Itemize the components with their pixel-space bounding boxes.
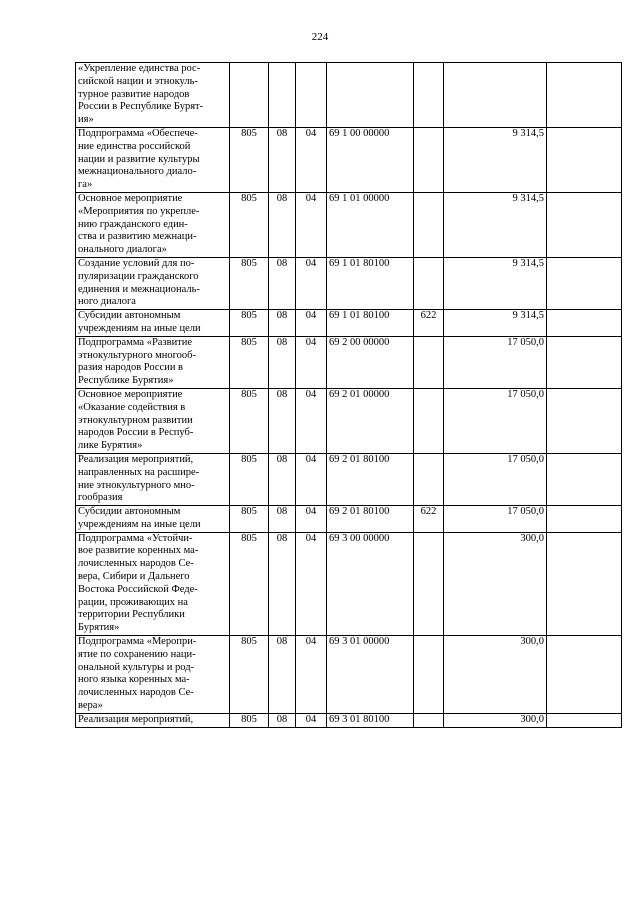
subsection-cell: 04 — [296, 532, 327, 635]
table-row — [76, 506, 622, 533]
subsection-cell: 04 — [296, 636, 327, 714]
amount-cell — [444, 63, 547, 128]
expense-type-cell: 622 — [414, 506, 444, 533]
section-cell: 08 — [269, 713, 296, 727]
target-article-cell: 69 1 01 80100 — [327, 310, 414, 337]
extra-cell — [547, 506, 622, 533]
row-name-cell: Основное мероприятие «Мероприятия по укрепле- нию гражданского един- ства и развитию межнаци- онального диалога» — [76, 192, 230, 257]
subsection-cell: 04 — [296, 388, 327, 453]
target-article-cell: 69 2 00 00000 — [327, 336, 414, 388]
expense-type-cell — [414, 63, 444, 128]
extra-cell — [547, 713, 622, 727]
row-name-cell: «Укрепление единства рос- сийской нации и этнокуль- турное развитие народов России в Республике Бурят- ия» — [76, 63, 230, 128]
expense-type-cell — [414, 388, 444, 453]
grbs-cell: 805 — [230, 388, 269, 453]
target-article-cell: 69 3 00 00000 — [327, 532, 414, 635]
subsection-cell — [296, 63, 327, 128]
target-article-cell: 69 1 00 00000 — [327, 127, 414, 192]
table-row — [76, 63, 622, 128]
amount-cell: 17 050,0 — [444, 453, 547, 505]
table-row — [76, 336, 622, 388]
amount-cell: 9 314,5 — [444, 257, 547, 309]
row-name-cell: Субсидии автономным учреждениям на иные цели — [76, 310, 230, 337]
expense-type-cell — [414, 532, 444, 635]
row-name-cell: Реализация мероприятий, — [76, 713, 230, 727]
amount-cell: 17 050,0 — [444, 506, 547, 533]
expense-type-cell — [414, 127, 444, 192]
section-cell: 08 — [269, 532, 296, 635]
grbs-cell: 805 — [230, 506, 269, 533]
grbs-cell: 805 — [230, 453, 269, 505]
section-cell: 08 — [269, 506, 296, 533]
grbs-cell: 805 — [230, 127, 269, 192]
extra-cell — [547, 63, 622, 128]
section-cell: 08 — [269, 310, 296, 337]
subsection-cell: 04 — [296, 713, 327, 727]
subsection-cell: 04 — [296, 127, 327, 192]
table-row — [76, 310, 622, 337]
expense-type-cell — [414, 257, 444, 309]
section-cell — [269, 63, 296, 128]
extra-cell — [547, 388, 622, 453]
target-article-cell: 69 3 01 00000 — [327, 636, 414, 714]
expense-type-cell — [414, 453, 444, 505]
table-row — [76, 192, 622, 257]
target-article-cell: 69 2 01 80100 — [327, 506, 414, 533]
row-name-cell: Основное мероприятие «Оказание содействия в этнокультурном развитии народов России в Респуб- лике Бурятия» — [76, 388, 230, 453]
amount-cell: 300,0 — [444, 532, 547, 635]
expense-type-cell — [414, 713, 444, 727]
subsection-cell: 04 — [296, 506, 327, 533]
grbs-cell — [230, 63, 269, 128]
amount-cell: 17 050,0 — [444, 388, 547, 453]
amount-cell: 300,0 — [444, 636, 547, 714]
extra-cell — [547, 532, 622, 635]
amount-cell: 17 050,0 — [444, 336, 547, 388]
extra-cell — [547, 257, 622, 309]
section-cell: 08 — [269, 453, 296, 505]
row-name-cell: Подпрограмма «Устойчи- вое развитие коренных ма- лочисленных народов Се- вера, Сибири и Дальнего Востока Российской Феде- рации, проживающих на территории Республики Бурятия» — [76, 532, 230, 635]
extra-cell — [547, 310, 622, 337]
subsection-cell: 04 — [296, 257, 327, 309]
section-cell: 08 — [269, 127, 296, 192]
section-cell: 08 — [269, 388, 296, 453]
section-cell: 08 — [269, 192, 296, 257]
extra-cell — [547, 127, 622, 192]
table-row — [76, 388, 622, 453]
expense-type-cell — [414, 192, 444, 257]
amount-cell: 9 314,5 — [444, 127, 547, 192]
amount-cell: 9 314,5 — [444, 310, 547, 337]
target-article-cell: 69 3 01 80100 — [327, 713, 414, 727]
section-cell: 08 — [269, 636, 296, 714]
section-cell: 08 — [269, 336, 296, 388]
grbs-cell: 805 — [230, 257, 269, 309]
grbs-cell: 805 — [230, 532, 269, 635]
extra-cell — [547, 336, 622, 388]
subsection-cell: 04 — [296, 192, 327, 257]
expense-type-cell: 622 — [414, 310, 444, 337]
target-article-cell: 69 1 01 00000 — [327, 192, 414, 257]
amount-cell: 9 314,5 — [444, 192, 547, 257]
extra-cell — [547, 453, 622, 505]
amount-cell: 300,0 — [444, 713, 547, 727]
expense-type-cell — [414, 336, 444, 388]
subsection-cell: 04 — [296, 453, 327, 505]
grbs-cell: 805 — [230, 192, 269, 257]
row-name-cell: Создание условий для по- пуляризации гражданского единения и межнациональ- ного диалога — [76, 257, 230, 309]
target-article-cell: 69 2 01 80100 — [327, 453, 414, 505]
target-article-cell: 69 2 01 00000 — [327, 388, 414, 453]
row-name-cell: Подпрограмма «Обеспече- ние единства российской нации и развитие культуры межнационального диало- га» — [76, 127, 230, 192]
table-row — [76, 257, 622, 309]
budget-table — [75, 62, 622, 728]
extra-cell — [547, 192, 622, 257]
extra-cell — [547, 636, 622, 714]
table-row — [76, 127, 622, 192]
grbs-cell: 805 — [230, 336, 269, 388]
table-row — [76, 636, 622, 714]
table-row — [76, 453, 622, 505]
target-article-cell — [327, 63, 414, 128]
page-number: 224 — [311, 31, 329, 43]
grbs-cell: 805 — [230, 636, 269, 714]
subsection-cell: 04 — [296, 336, 327, 388]
section-cell: 08 — [269, 257, 296, 309]
row-name-cell: Реализация мероприятий, направленных на расшире- ние этнокультурного мно- гообразия — [76, 453, 230, 505]
row-name-cell: Подпрограмма «Развитие этнокультурного многооб- разия народов России в Республике Бурятия» — [76, 336, 230, 388]
target-article-cell: 69 1 01 80100 — [327, 257, 414, 309]
table-row — [76, 532, 622, 635]
row-name-cell: Субсидии автономным учреждениям на иные цели — [76, 506, 230, 533]
expense-type-cell — [414, 636, 444, 714]
subsection-cell: 04 — [296, 310, 327, 337]
table-row — [76, 713, 622, 727]
grbs-cell: 805 — [230, 310, 269, 337]
grbs-cell: 805 — [230, 713, 269, 727]
row-name-cell: Подпрограмма «Меропри- ятие по сохранению наци- ональной культуры и род- ного языка коренных ма- лочисленных народов Се- вера» — [76, 636, 230, 714]
